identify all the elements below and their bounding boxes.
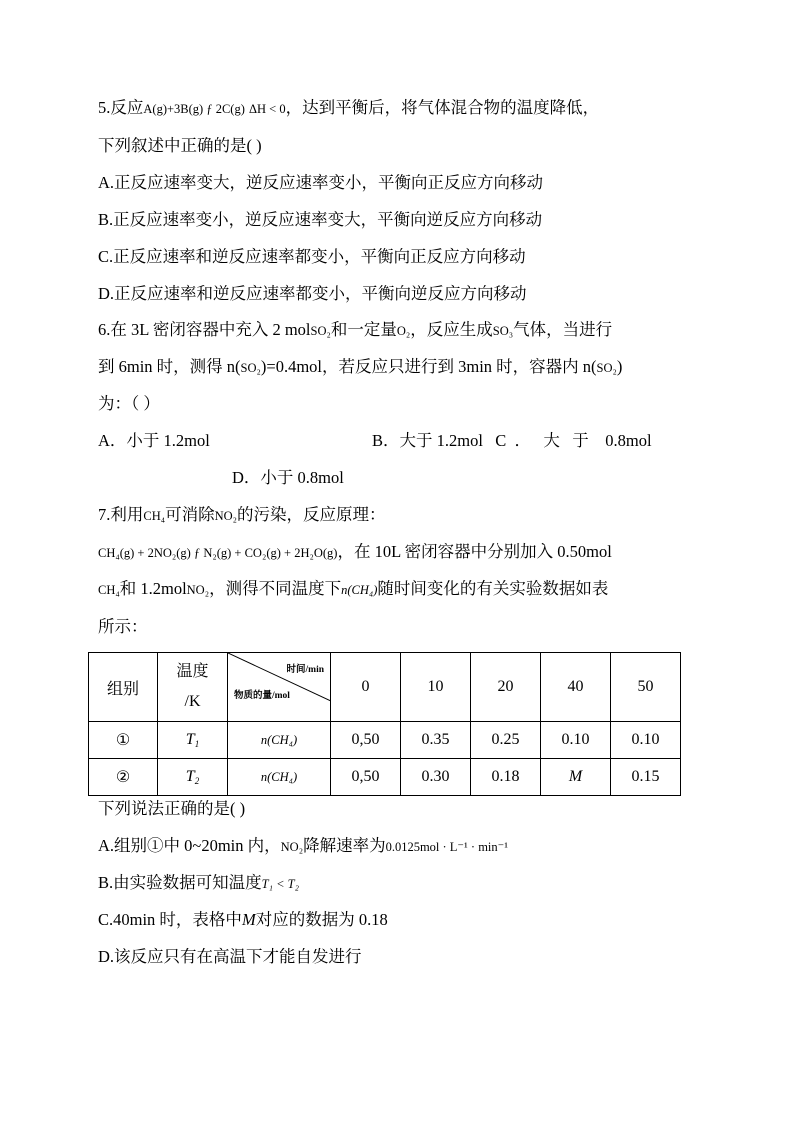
chem-no2: NO₂ — [214, 509, 238, 523]
header-temp-unit: /K — [184, 693, 201, 710]
chem-n-ch4: n(CH₄) — [341, 583, 378, 597]
q7-text: ，测得不同温度下 — [209, 579, 342, 598]
table-cell: 0.35 — [401, 722, 471, 759]
q6-text: )=0.4mol，若反应只进行到 3min 时，容器内 n( — [260, 357, 597, 376]
q6-option-a: A．小于 1.2mol — [98, 431, 210, 450]
header-temperature — [158, 653, 228, 722]
q7-text: ，在 10L 密闭容器中分别加入 0.50mol — [337, 542, 612, 561]
temp-subscript: 1 — [194, 739, 200, 749]
q5-option-b: B.正反应速率变小，逆反应速率变大，平衡向逆反应方向移动 — [98, 210, 543, 229]
q5-prefix: 5.反应 — [98, 98, 144, 117]
q7-temp-relation: T₁ < T₂ — [261, 877, 299, 891]
chem-o2: O₂ — [396, 324, 411, 338]
q7-question: 下列说法正确的是( ) — [98, 799, 246, 818]
q5-enthalpy: ΔH < 0 — [248, 102, 286, 116]
header-time: 40 — [541, 653, 611, 722]
q6-text: 气体，当进行 — [513, 320, 613, 339]
q7-text: C.40min 时，表格中 — [98, 910, 242, 929]
q6-option-d: D．小于 0.8mol — [232, 468, 344, 487]
q7-rate: 0.0125mol · L⁻¹ · min⁻¹ — [385, 840, 508, 854]
table-cell: 0.10 — [611, 722, 681, 759]
header-diagonal-cell — [228, 653, 331, 722]
row-group: ① — [89, 722, 158, 759]
row-quantity: n(CH₄) — [228, 722, 331, 759]
chem-no2: NO₂ — [280, 840, 304, 854]
table-cell: 0,50 — [331, 759, 401, 796]
temp-symbol: T — [185, 768, 195, 785]
table-row — [89, 759, 681, 796]
chem-so2: SO₂ — [240, 361, 261, 375]
q7-text: A.组别①中 0~20min 内， — [98, 836, 281, 855]
q5-line-2: 下列叙述中正确的是( ) — [98, 136, 262, 155]
q7-m-symbol: M — [241, 910, 256, 929]
header-time: 10 — [401, 653, 471, 722]
header-time: 50 — [611, 653, 681, 722]
q7-option-c — [98, 908, 388, 932]
diag-amount-label: 物质的量/mol — [234, 691, 290, 701]
diag-time-label: 时间/min — [286, 665, 324, 675]
q5-option-a: A.正反应速率变大，逆反应速率变小，平衡向正反应方向移动 — [98, 173, 544, 192]
temp-subscript: 2 — [194, 776, 200, 786]
header-time: 0 — [331, 653, 401, 722]
q6-text: 到 6min 时，测得 n( — [98, 357, 241, 376]
q7-text: 可消除 — [165, 505, 215, 524]
q7-text: 和 1.2mol — [119, 579, 187, 598]
q7-option-b — [98, 871, 299, 896]
row-group: ② — [89, 759, 158, 796]
q5-line-1 — [98, 96, 599, 121]
q7-text: B.由实验数据可知温度 — [98, 873, 262, 892]
q7-option-a — [98, 834, 508, 859]
q7-text: 的污染，反应原理： — [237, 505, 386, 524]
table-cell: M — [541, 759, 611, 796]
table-header-row — [89, 653, 681, 722]
table-cell: 0.30 — [401, 759, 471, 796]
chem-so2: SO₂ — [310, 324, 331, 338]
diagonal-container — [228, 653, 330, 721]
q7-line-2 — [98, 540, 612, 565]
q6-text: ) — [616, 357, 623, 376]
q7-line-1 — [98, 503, 386, 528]
row-temp — [158, 759, 228, 796]
table-cell: 0,50 — [331, 722, 401, 759]
data-table — [88, 652, 681, 796]
q6-line-1 — [98, 318, 612, 343]
table-cell: 0.15 — [611, 759, 681, 796]
q7-text: 降解速率为 — [303, 836, 386, 855]
q6-text: 6.在 3L 密闭容器中充入 2 mol — [98, 320, 311, 339]
row-temp — [158, 722, 228, 759]
header-group: 组别 — [89, 653, 158, 722]
row-quantity: n(CH₄) — [228, 759, 331, 796]
q7-text: 对应的数据为 0.18 — [255, 910, 388, 929]
q6-text: 和一定量 — [330, 320, 397, 339]
header-temp-label: 温度 — [176, 663, 209, 680]
table-cell: 0.18 — [471, 759, 541, 796]
header-time: 20 — [471, 653, 541, 722]
q6-line-2 — [98, 355, 622, 380]
q5-option-d: D.正反应速率和逆反应速率都变小，平衡向逆反应方向移动 — [98, 284, 527, 303]
q7-text: 7.利用 — [98, 505, 144, 524]
temp-symbol: T — [185, 731, 195, 748]
q7-option-d: D.该反应只有在高温下才能自发进行 — [98, 947, 362, 966]
chem-so3: SO₃ — [492, 324, 514, 338]
table-cell: 0.25 — [471, 722, 541, 759]
chem-ch4: CH₄ — [143, 509, 166, 523]
chem-ch4: CH₄ — [98, 583, 120, 597]
chem-no2: NO₂ — [186, 583, 210, 597]
q7-text: 随时间变化的有关实验数据如表 — [377, 579, 609, 598]
q7-line-4: 所示： — [98, 617, 148, 636]
q6-option-bc: B．大于 1.2mol C ． 大 于 0.8mol — [372, 431, 652, 450]
table-row — [89, 722, 681, 759]
q5-equation: A(g)+3B(g) ƒ 2C(g) — [143, 102, 245, 116]
q7-equation: CH₄(g) + 2NO₂(g) ƒ N₂(g) + CO₂(g) + 2H₂O(g) — [98, 546, 338, 560]
q6-text: ，反应生成 — [410, 320, 493, 339]
table-cell: 0.10 — [541, 722, 611, 759]
q6-line-3: 为：（ ） — [98, 394, 160, 413]
q5-line1-tail: ，达到平衡后，将气体混合物的温度降低， — [285, 98, 600, 117]
q5-option-c: C.正反应速率和逆反应速率都变小，平衡向正反应方向移动 — [98, 247, 526, 266]
chem-so2: SO₂ — [596, 361, 617, 375]
q7-line-3 — [98, 577, 608, 602]
